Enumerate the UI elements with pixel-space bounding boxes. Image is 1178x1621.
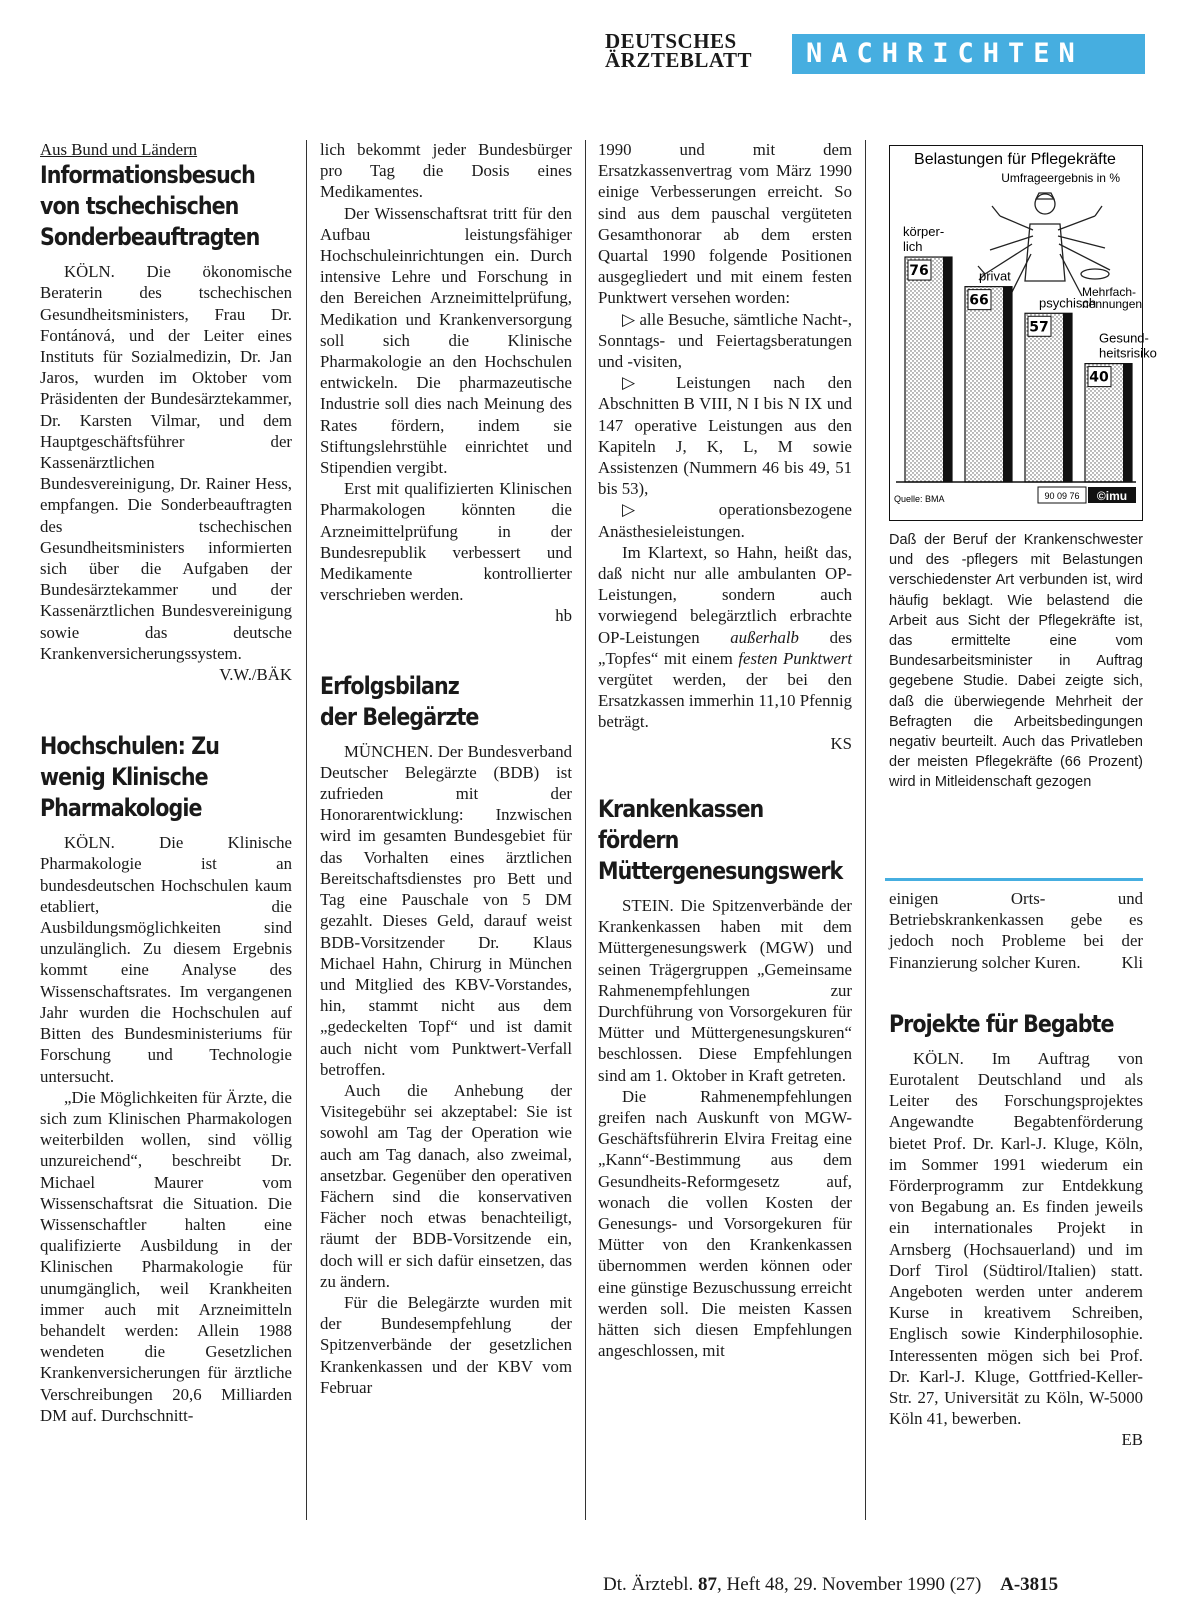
footer-issue: , Heft 48, 29. November 1990 (27): [716, 1574, 982, 1595]
masthead-logo: [605, 29, 773, 72]
article-title-projekte: Projekte für Begabte: [889, 1009, 1114, 1038]
paragraph: lich bekommt jeder Bundesbürger pro Tag die Dosis eines Medikamentes.: [320, 140, 572, 202]
column-rule: [585, 140, 586, 1520]
section-banner: NACHRICHTEN: [792, 34, 1145, 74]
chart-note: nennungen: [1082, 297, 1143, 311]
chart-subtitle: Umfrageergebnis in %: [1001, 171, 1120, 185]
chart-category-label: privat: [979, 268, 1011, 284]
chart-brand: ©imu: [1096, 489, 1128, 503]
rubric: Aus Bund und Ländern: [40, 140, 198, 159]
page-footer: [603, 1574, 1058, 1596]
chart-bar-shadow: [943, 257, 952, 482]
paragraph: KÖLN. Im Auftrag von Eurotalent Deutschland und als Leiter des Forschungsprojektes Angewandte Begabtenförderung bietet Prof. Dr. Karl-J. Kluge, Köln, im Sommer 1991 wiederum ein Förderprogramm zur Entdekkung von Begabung an. Es finden jeweils ein internationales Projekt in Arnsberg (Hochsauerland) und im Dorf Tirol (Südtirol/Italien) statt. Angeboten werden unter anderem Kurse in kreativem Schreiben, Englisch sowie Kinderphilosophie. Interessenten mögen sich bei Prof. Dr. Karl-J. Kluge, Gottfried-Keller-Str. 27, Universität zu Köln, W-5000 Köln 41, bewerben. EB: [889, 1048, 1143, 1450]
paragraph: Für die Belegärzte wurden mit der Bundesempfehlung der Spitzenverbände der gesetzlichen Krankenkassen und der KBV vom Februar: [320, 1292, 572, 1397]
footer-page-number: A-3815: [1000, 1574, 1059, 1595]
chart-source: Quelle: BMA: [894, 494, 945, 504]
column-rule: [306, 140, 307, 1520]
author-sign: EB: [1121, 1430, 1143, 1450]
chart-value-label: 40: [1089, 369, 1109, 386]
paragraph: „Die Möglichkeiten für Ärzte, die sich zum Klinischen Pharmakologen weiterbilden wollen, sind völlig unzureichend“, beschreibt Dr. Michael Maurer vom Wissenschaftsrat die Situation. Die Wissenschaftler halten eine qualifizierte Ausbildung in der Klinischen Pharmakologie für unumgänglich, weil Krankheiten immer auch mit Arzneimitteln behandelt werden: Allein 1988 wendeten die Gesetzlichen Krankenversicherungen für ärztliche Verschreibungen 20,6 Milliarden DM auf. Durchschnitt-: [40, 1087, 292, 1425]
chart-category-label: Gesund-: [1099, 330, 1149, 346]
footer-volume: 87: [697, 1574, 717, 1595]
chart-svg: [890, 146, 1157, 519]
bullet-item: ▷ Leistungen nach den Abschnitten B VIII, N I bis N IX und 147 operative Leistungen aus den Kapiteln J, K, L, M sowie Assistenzen (Nummern 46 bis 49, 51 bis 53),: [598, 373, 852, 499]
column-2: [320, 139, 572, 1398]
masthead-line1: DEUTSCHES: [605, 29, 737, 53]
chart-category-label: heitsrisiko: [1099, 345, 1157, 361]
chart-category-label: körper-: [903, 224, 945, 240]
bullet-item: ▷ alle Besuche, sämtliche Nacht-, Sonntags- und Feiertagsberatungen und -visiten,: [598, 309, 852, 372]
paragraph: 1990 und mit dem Ersatzkassenvertrag vom März 1990 einige Verbesserungen erreicht. So sind aus dem pauschal vergüteten Gesamthonorar ab dem ersten Quartal 1990 folgende Positionen ausgegliedert und mit einem festen Punktwert versehen worden:: [598, 140, 852, 308]
chart-value-label: 66: [969, 292, 989, 309]
article-title-informationsbesuch: Informationsbesuch von tschechischen Sonderbeauftragten: [40, 161, 260, 252]
paragraph: KÖLN. Die ökonomische Beraterin des tschechischen Gesundheitsministers, Frau Dr. Fontánová, und der Leiter eines Instituts für Sozialmedizin, Dr. Jan Jaros, wurden im Oktober vom Präsidenten der Bundesärztekammer, Dr. Karsten Vilmar, und dem Hauptgeschäftsführer der Kassenärztlichen Bundesvereinigung, Dr. Rainer Hess, empfangen. Die Sonderbeauftragten des tschechischen Gesundheitsministers informierten sich über die Aufgaben der Bundesärztekammer und der Kassenärztlichen Bundesvereinigung sowie das deutsche Krankenversicherungssystem. V.W./BÄK: [40, 262, 292, 685]
chart-code: 90 09 76: [1044, 491, 1080, 501]
paragraph: STEIN. Die Spitzenverbände der Krankenkassen haben mit dem Müttergenesungswerk (MGW) und seinen Trägergruppen „Gemeinsame Rahmenempfehlungen zur Durchführung von Vorsorgekuren für Mütter und Müttergenesungskuren“ beschlossen. Diese Empfehlungen sind am 1. Oktober in Kraft getreten.: [598, 895, 852, 1085]
article-title-belegaerzte: Erfolgsbilanz der Belegärzte: [320, 671, 479, 731]
chart-belastungen: [889, 145, 1157, 521]
paragraph: Der Wissenschaftsrat tritt für den Aufbau leistungsfähiger Hochschuleinrichtungen ein. Durch intensive Lehre und Forschung in den Bereichen Arzneimittelprüfung, Medikation und Krankenversorgung soll sich die Klinische Pharmakologie an den Hochschulen entwickeln. Die pharmazeutische Industrie soll dies nach Meinung des Rates fördern, indem sie Stiftungslehrstühle einrichtet und Stipendien vergibt.: [320, 203, 572, 478]
masthead-line2: ÄRZTEBLATT: [605, 48, 752, 72]
chart-value-label: 76: [909, 263, 929, 280]
chart-bar-shadow: [1063, 313, 1072, 482]
chart-category-label: lich: [903, 239, 923, 255]
paragraph: MÜNCHEN. Der Bundesverband Deutscher Belegärzte (BDB) ist zufrieden mit der Honorarentwicklung: Inzwischen wird im gesamten Bundesgebiet für das Vorhalten eines ärztlichen Bereitschaftsdienstes pro Bett und Tag eine Pauschale von 5 DM gezahlt. Dieses Geld, darauf weist BDB-Vorsitzender Dr. Klaus Michael Hahn, Chirurg in München und Mitglied des KBV-Vorstandes, hin, stammt nicht aus dem „gedeckelten Topf“ und ist damit auch nicht vom Punktwert-Verfall betroffen.: [320, 741, 572, 1079]
column-rule: [865, 140, 866, 1520]
column-4: [889, 888, 1143, 1451]
chart-note: Mehrfach-: [1082, 285, 1137, 299]
paragraph: einigen Orts- und Betriebskrankenkassen gebe es jedoch noch Probleme bei der Finanzierung solcher Kuren. Kli: [889, 889, 1143, 972]
paragraph: Erst mit qualifizierten Klinischen Pharmakologen könnten die Arzneimittelprüfung in der Bundesrepublik verbessert und Medikamente kontrollierter verschrieben werden. hb: [320, 479, 572, 626]
paragraph: KÖLN. Die Klinische Pharmakologie ist an bundesdeutschen Hochschulen kaum etabliert, die Ausbildungsmöglichkeiten sind unzulänglich. Zu diesem Ergebnis kommt eine Analyse des Wissenschaftsrates. Im vergangenen Jahr wurden die Hochschulen auf Bitten des Bundesministeriums für Forschung und Technologie untersucht.: [40, 833, 292, 1086]
author-sign: KS: [830, 733, 852, 753]
author-sign: V.W./BÄK: [219, 665, 292, 685]
chart-title: Belastungen für Pflegekräfte: [914, 151, 1116, 168]
chart-bar-shadow: [1003, 287, 1012, 482]
article-title-hochschulen: Hochschulen: Zu wenig Klinische Pharmakologie: [40, 732, 219, 823]
author-sign: Kli: [1121, 952, 1143, 972]
section-divider: [885, 878, 1143, 881]
paragraph: Die Rahmenempfehlungen greifen nach Auskunft von MGW-Geschäftsführerin Elvira Freitag eine „Kann“-Bestimmung aus dem Gesundheits-Reformgesetz auf, wonach die vollen Kosten der Genesungs- und Vorsorgekuren für Mütter von den Krankenkassen übernommen werden können oder eine günstige Bezuschussung erreicht werden soll. Die meisten Kassen hätten sich diesen Empfehlungen angeschlossen, mit: [598, 1086, 852, 1361]
footer-journal: Dt. Ärztebl.: [603, 1574, 694, 1595]
chart-bar-shadow: [1123, 364, 1132, 482]
article-title-krankenkassen: Krankenkassen fördern Müttergenesungswerk: [598, 794, 843, 885]
bullet-item: ▷ operationsbezogene Anästhesieleistungen.: [598, 500, 852, 541]
column-1: [40, 139, 292, 1426]
chart-category-label: psychisch: [1039, 295, 1097, 311]
column-3: [598, 139, 852, 1361]
author-sign: hb: [555, 606, 572, 626]
paragraph: Auch die Anhebung der Visitegebühr sei akzeptabel: Sie ist sowohl am Tag der Operation wie auch am Tag danach, also zweimal, ansetzbar. Gegenüber den operativen Fächern sind die konservativen Fächer noch etwas benachteiligt, räumt der BDB-Vorsitzende ein, doch will er sich dafür einsetzen, das zu ändern.: [320, 1080, 572, 1291]
paragraph: Im Klartext, so Hahn, heißt das, daß nicht nur alle ambulanten OP-Leistungen, sondern auch vorwiegend belegärztlich erbrachte OP-Leistungen außerhalb des „Topfes“ mit einem festen Punktwert vergütet werden, der bei den Ersatzkassen immerhin 11,10 Pfennig beträgt. KS: [598, 542, 852, 753]
chart-caption: Daß der Beruf der Krankenschwester und des -pflegers mit Belastungen verschiedenster Art verbunden ist, wird häufig beklagt. Wie belastend die Arbeit aus Sicht der Pflegekräfte ist, das ermittelte eine vom Bundesarbeitsminister in Auftrag gegebene Studie. Dabei zeigte sich, daß die überwiegende Mehrheit der Befragten die Arbeitsbedingungen negativ beurteilt. Auch das Privatleben der meisten Pflegekräfte (66 Prozent) wird in Mitleidenschaft gezogen: [889, 532, 1143, 791]
chart-value-label: 57: [1029, 319, 1049, 336]
